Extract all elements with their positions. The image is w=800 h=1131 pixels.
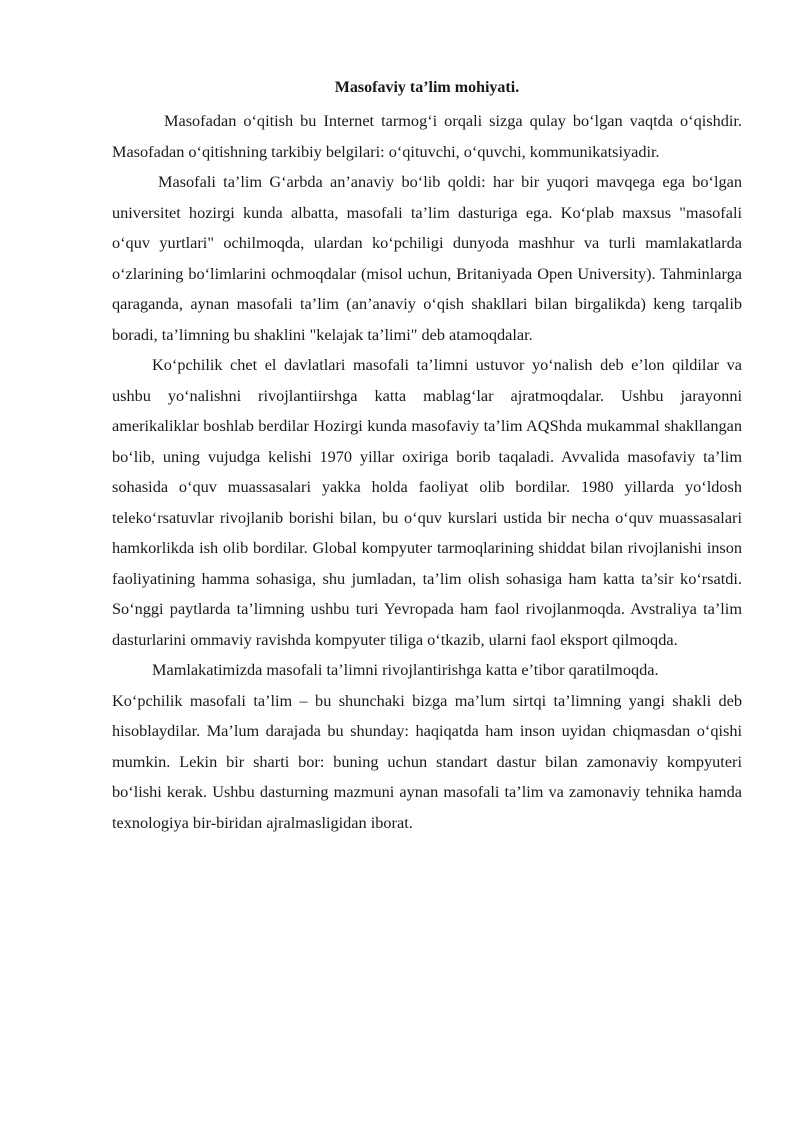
paragraph-1: Masofadan o‘qitish bu Internet tarmog‘i orqali sizga qulay bo‘lgan vaqtda o‘qishdir. Masofadan o‘qitishning tarkibiy belgilari: o‘qituvchi, o‘quvchi, kommunikatsiyadir. <box>112 111 742 161</box>
document-body <box>112 106 742 838</box>
document-title: Masofaviy ta’lim mohiyati. <box>334 79 520 96</box>
paragraph-4 <box>112 655 742 838</box>
paragraph-4-first-line: Mamlakatimizda masofali ta’limni rivojlantirishga katta e’tibor qaratilmoqda. <box>152 660 659 679</box>
paragraph-2: Masofali ta’lim G‘arbda an’anaviy bo‘lib qoldi: har bir yuqori mavqega ega bo‘lgan universitet hozirgi kunda albatta, masofali ta’lim dasturiga ega. Ko‘plab maxsus "masofali o‘quv yurtlari" ochilmoqda, ulardan ko‘pchiligi dunyoda mashhur va turli mamlakatlarda o‘zlarining bo‘limlarini ochmoqdalar (misol uchun, Britaniyada Open University). Tahminlarga qaraganda, aynan masofali ta’lim (an’anaviy o‘qish shakllari bilan birgalikda) keng tarqalib boradi, ta’limning bu shaklini "kelajak ta’limi" deb atamoqdalar. <box>112 172 742 344</box>
paragraph-4-rest: Ko‘pchilik masofali ta’lim – bu shunchaki bizga ma’lum sirtqi ta’limning yangi shakli deb hisoblaydilar. Ma’lum darajada bu shunday: haqiqatda ham inson uyidan chiqmasdan o‘qishi mumkin. Lekin bir sharti bor: buning uchun standart dastur bilan zamonaviy kompyuteri bo‘lishi kerak. Ushbu dasturning mazmuni aynan masofali ta’lim va zamonaviy tehnika hamda texnologiya bir-biridan ajralmasligidan iborat. <box>112 690 742 832</box>
paragraph-3: Ko‘pchilik chet el davlatlari masofali ta’limni ustuvor yo‘nalish deb e’lon qildilar va ushbu yo‘nalishni rivojlantiirshga katta mablag‘lar ajratmoqdalar. Ushbu jarayonni amerikaliklar boshlab berdilar Hozirgi kunda masofaviy ta’lim AQShda mukammal shakllangan bo‘lib, uning vujudga kelishi 1970 yillar oxiriga borib taqaladi. Avvalida masofaviy ta’lim sohasida o‘quv muassasalari yakka holda faoliyat olib bordilar. 1980 yillarda yo‘ldosh teleko‘rsatuvlar rivojlanib borishi bilan, bu o‘quv kurslari ustida bir necha o‘quv muassasalari hamkorlikda ish olib bordilar. Global kompyuter tarmoqlarining shiddat bilan rivojlanishi inson faoliyatining hamma sohasiga, shu jumladan, ta’lim olish sohasiga ham katta ta’sir ko‘rsatdi. So‘nggi paytlarda ta’limning ushbu turi Yevropada ham faol rivojlanmoqda. Avstraliya ta’lim dasturlarini ommaviy ravishda kompyuter tiliga o‘tkazib, ularni faol eksport qilmoqda. <box>112 355 742 649</box>
